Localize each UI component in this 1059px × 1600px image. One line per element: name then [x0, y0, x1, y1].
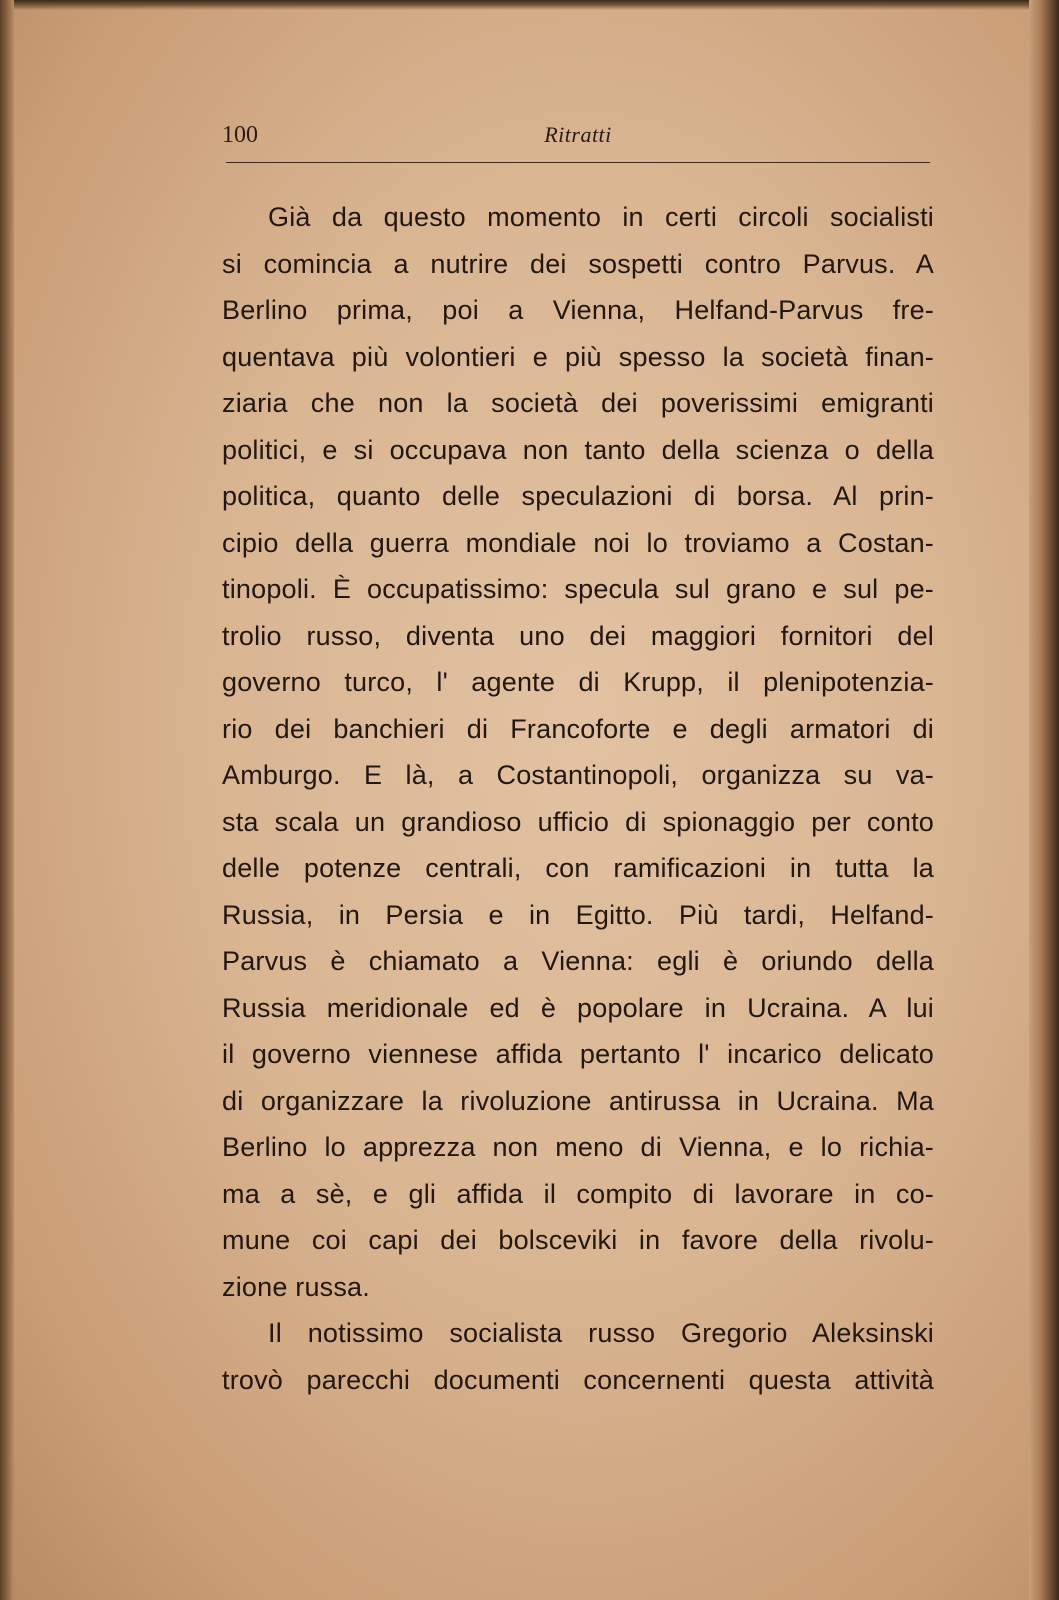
text-line: zione russa.: [222, 1271, 370, 1302]
text-line: Russia, in Persia e in Egitto. Più tardi, Helfand-: [222, 899, 934, 930]
text-line: Berlino prima, poi a Vienna, Helfand-Parvus fre-: [222, 295, 934, 325]
text-line: rio dei banchieri di Francoforte e degli armatori di: [222, 713, 934, 744]
body-text: [222, 194, 934, 1403]
text-line: trovò parecchi documenti concernenti questa attività: [222, 1364, 934, 1395]
text-line: Russia meridionale ed è popolare in Ucraina. A lui: [222, 992, 934, 1023]
header-rule: [226, 162, 930, 163]
text-line: politici, e si occupava non tanto della scienza o della: [222, 434, 934, 465]
text-line: trolio russo, diventa uno dei maggiori fornitori del: [222, 620, 934, 651]
text-line: di organizzare la rivoluzione antirussa in Ucraina. Ma: [222, 1085, 934, 1116]
text-line: governo turco, l' agente di Krupp, il plenipotenzia-: [222, 667, 934, 697]
running-title: Ritratti: [544, 122, 612, 147]
text-line: si comincia a nutrire dei sospetti contro Parvus. A: [222, 248, 934, 279]
page-stack-edge: [1029, 0, 1059, 1600]
text-line: delle potenze centrali, con ramificazioni in tutta la: [222, 853, 934, 883]
text-line: mune coi capi dei bolsceviki in favore della rivolu-: [222, 1225, 934, 1255]
text-line: ziaria che non la società dei poverissimi emigranti: [222, 388, 934, 418]
text-line: quentava più volontieri e più spesso la società finan-: [222, 341, 934, 372]
text-line: politica, quanto delle speculazioni di borsa. Al prin-: [222, 481, 934, 511]
text-line: ma a sè, e gli affida il compito di lavorare in co-: [222, 1178, 934, 1209]
text-line: Già da questo momento in certi circoli socialisti: [268, 202, 934, 232]
text-line: Parvus è chiamato a Vienna: egli è oriundo della: [222, 946, 934, 976]
text-line: Berlino lo apprezza non meno di Vienna, e lo richia-: [222, 1132, 934, 1162]
text-line: sta scala un grandioso ufficio di spionaggio per conto: [222, 806, 934, 837]
page-top-edge: [0, 0, 1059, 10]
text-line: tinopoli. È occupatissimo: specula sul grano e sul pe-: [222, 574, 934, 604]
text-line: Il notissimo socialista russo Gregorio Aleksinski: [268, 1318, 934, 1348]
page-number: 100: [222, 122, 258, 148]
paragraph: [222, 194, 934, 1310]
text-line: il governo viennese affida pertanto l' incarico delicato: [222, 1039, 934, 1069]
text-line: Amburgo. E là, a Costantinopoli, organizza su va-: [222, 760, 934, 790]
binding-edge: [0, 0, 14, 1600]
page-header: [222, 120, 934, 160]
text-line: cipio della guerra mondiale noi lo troviamo a Costan-: [222, 527, 934, 558]
paragraph: [222, 1310, 934, 1403]
